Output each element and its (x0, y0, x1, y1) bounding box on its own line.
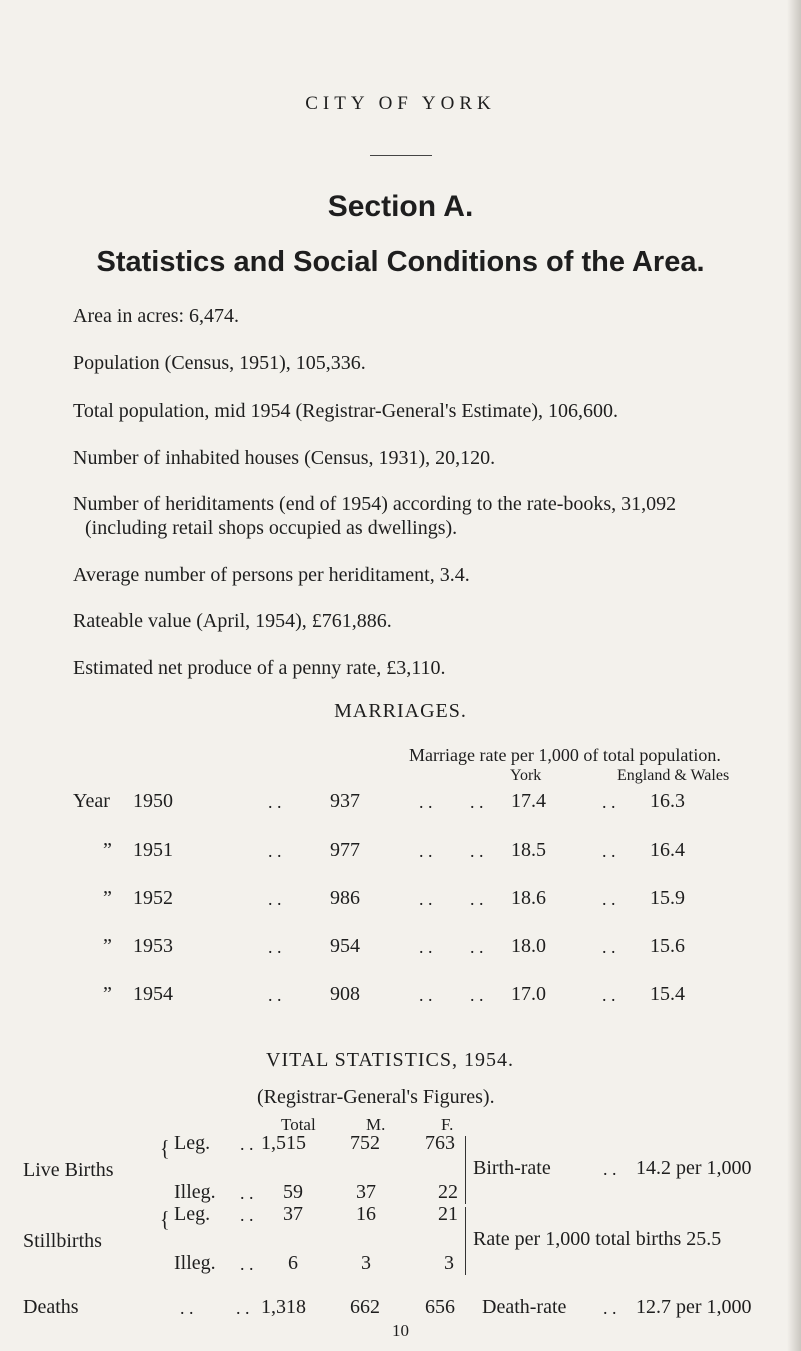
leader-dots: . . (419, 792, 433, 812)
live-births-leg-f: 763 (425, 1132, 455, 1154)
marriage-year: 1954 (133, 983, 173, 1005)
leader-dots: . . (602, 889, 616, 909)
leader-dots: . . (470, 985, 484, 1005)
leader-dots: . . (268, 841, 282, 861)
leader-dots: . . (268, 937, 282, 957)
marriage-rate-england: 16.4 (650, 839, 685, 861)
live-births-leg-total: 1,515 (261, 1132, 306, 1154)
marriage-count: 937 (330, 790, 360, 812)
col-york: York (510, 767, 542, 784)
leader-dots: . . (268, 792, 282, 812)
stillbirths-illeg-f: 3 (444, 1252, 454, 1274)
birth-rate-value: 14.2 per 1,000 (636, 1157, 752, 1179)
live-births-leg-m: 752 (350, 1132, 380, 1154)
vital-statistics-subtitle: (Registrar-General's Figures). (257, 1086, 495, 1108)
live-births-illeg-m: 37 (356, 1181, 376, 1203)
marriage-rate-york: 18.5 (511, 839, 546, 861)
stillbirths-illeg-m: 3 (361, 1252, 371, 1274)
ditto-mark: ” (103, 887, 112, 909)
brace-left: { (160, 1136, 170, 1162)
leader-dots: . . (240, 1205, 254, 1225)
bracket-right (465, 1207, 472, 1275)
leader-dots: . . (236, 1298, 250, 1318)
stat-total-population: Total population, mid 1954 (Registrar-General's Estimate), 106,600. (73, 400, 619, 422)
col-total: Total (281, 1115, 316, 1134)
live-births-label: Live Births (23, 1159, 114, 1181)
marriage-rate-york: 17.0 (511, 983, 546, 1005)
marriages-title: MARRIAGES. (334, 700, 467, 722)
death-rate-label: Death-rate (482, 1296, 567, 1318)
deaths-f: 656 (425, 1296, 455, 1318)
stat-heriditaments-note: (including retail shops occupied as dwellings). (85, 517, 458, 539)
stillbirths-illeg-label: Illeg. (174, 1252, 216, 1274)
leader-dots: . . (419, 937, 433, 957)
marriage-rate-england: 15.6 (650, 935, 685, 957)
leader-dots: . . (240, 1183, 254, 1203)
divider-rule (370, 155, 432, 156)
col-england-wales: England & Wales (617, 767, 730, 784)
marriage-rate-header: Marriage rate per 1,000 of total population. (409, 745, 721, 765)
live-births-illeg-f: 22 (438, 1181, 458, 1203)
marriage-year: 1952 (133, 887, 173, 909)
marriage-year: 1951 (133, 839, 173, 861)
marriage-count: 986 (330, 887, 360, 909)
leader-dots: . . (180, 1298, 194, 1318)
leader-dots: . . (240, 1134, 254, 1154)
stillbirths-label: Stillbirths (23, 1230, 102, 1252)
vital-statistics-title: VITAL STATISTICS, 1954. (266, 1049, 514, 1071)
stat-penny-rate: Estimated net produce of a penny rate, £3,110. (73, 657, 446, 679)
stat-average-persons: Average number of persons per heriditament, 3.4. (73, 564, 470, 586)
leader-dots: . . (268, 889, 282, 909)
stat-area: Area in acres: 6,474. (73, 305, 240, 327)
leader-dots: . . (603, 1298, 617, 1318)
marriage-count: 977 (330, 839, 360, 861)
page-title: Statistics and Social Conditions of the Area. (96, 246, 705, 278)
page-number: 10 (392, 1321, 409, 1340)
deaths-m: 662 (350, 1296, 380, 1318)
stat-heriditaments: Number of heriditaments (end of 1954) according to the rate-books, 31,092 (73, 493, 677, 515)
leader-dots: . . (470, 792, 484, 812)
marriage-rate-york: 18.6 (511, 887, 546, 909)
stillbirth-rate: Rate per 1,000 total births 25.5 (473, 1228, 722, 1250)
city-heading: CITY OF YORK (305, 93, 496, 114)
leader-dots: . . (470, 889, 484, 909)
section-title: Section A. (327, 190, 474, 223)
marriage-year: 1950 (133, 790, 173, 812)
marriage-rate-york: 17.4 (511, 790, 546, 812)
leader-dots: . . (603, 1159, 617, 1179)
deaths-label: Deaths (23, 1296, 79, 1318)
leader-dots: . . (602, 937, 616, 957)
leader-dots: . . (602, 792, 616, 812)
leader-dots: . . (419, 889, 433, 909)
leader-dots: . . (419, 841, 433, 861)
live-births-illeg-total: 59 (283, 1181, 303, 1203)
leader-dots: . . (602, 985, 616, 1005)
ditto-mark: ” (103, 839, 112, 861)
year-label: Year (73, 790, 110, 812)
live-births-illeg-label: Illeg. (174, 1181, 216, 1203)
col-male: M. (366, 1115, 386, 1134)
stat-inhabited-houses: Number of inhabited houses (Census, 1931), 20,120. (73, 447, 496, 469)
leader-dots: . . (470, 937, 484, 957)
leader-dots: . . (240, 1254, 254, 1274)
bracket-right (465, 1136, 472, 1204)
stillbirths-leg-f: 21 (438, 1203, 458, 1225)
marriage-rate-england: 15.4 (650, 983, 685, 1005)
stillbirths-leg-label: Leg. (174, 1203, 211, 1225)
brace-left: { (160, 1207, 170, 1233)
leader-dots: . . (602, 841, 616, 861)
birth-rate-label: Birth-rate (473, 1157, 551, 1179)
ditto-mark: ” (103, 935, 112, 957)
stillbirths-illeg-total: 6 (288, 1252, 298, 1274)
marriage-year: 1953 (133, 935, 173, 957)
leader-dots: . . (268, 985, 282, 1005)
marriage-count: 908 (330, 983, 360, 1005)
deaths-total: 1,318 (261, 1296, 306, 1318)
live-births-leg-label: Leg. (174, 1132, 211, 1154)
marriage-count: 954 (330, 935, 360, 957)
marriage-rate-england: 15.9 (650, 887, 685, 909)
leader-dots: . . (419, 985, 433, 1005)
marriage-rate-england: 16.3 (650, 790, 685, 812)
stillbirths-leg-total: 37 (283, 1203, 303, 1225)
stat-population-census: Population (Census, 1951), 105,336. (73, 352, 366, 374)
ditto-mark: ” (103, 983, 112, 1005)
col-female: F. (441, 1115, 454, 1134)
stat-rateable-value: Rateable value (April, 1954), £761,886. (73, 610, 392, 632)
marriage-rate-york: 18.0 (511, 935, 546, 957)
leader-dots: . . (470, 841, 484, 861)
death-rate-value: 12.7 per 1,000 (636, 1296, 752, 1318)
stillbirths-leg-m: 16 (356, 1203, 376, 1225)
